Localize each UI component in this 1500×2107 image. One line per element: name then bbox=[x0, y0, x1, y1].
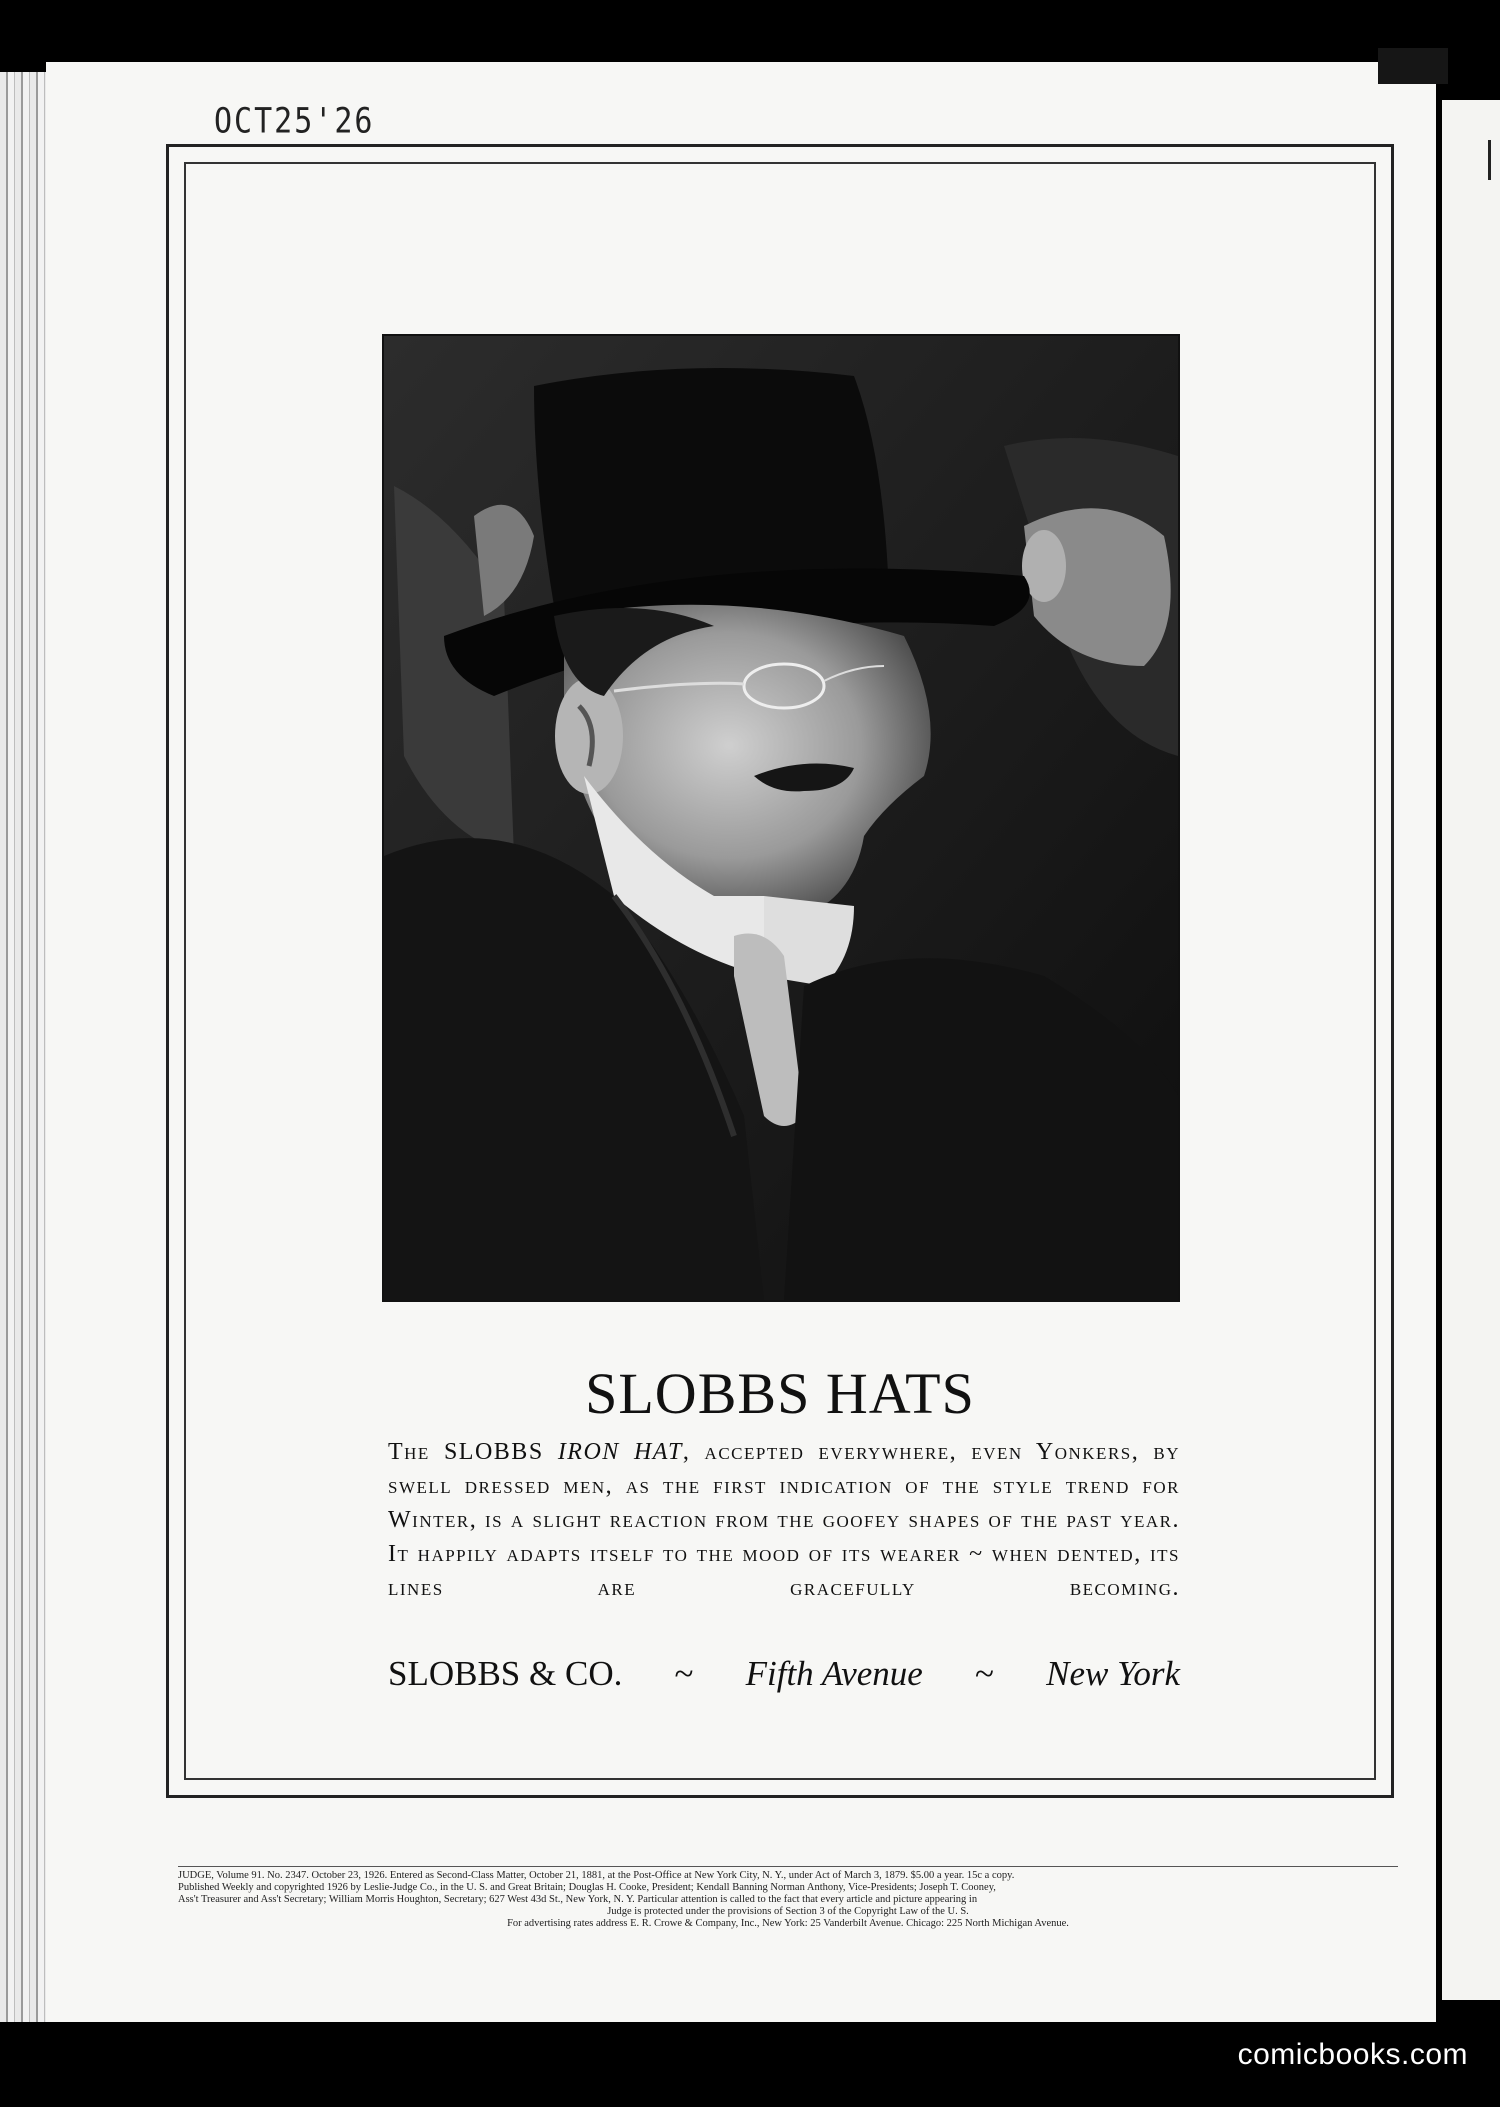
ad-signature bbox=[388, 1654, 1180, 1694]
date-stamp: OCT25'26 bbox=[214, 101, 375, 142]
portrait-illustration bbox=[384, 336, 1178, 1300]
masthead-line: Judge is protected under the provisions of Section 3 of the Copyright Law of the U. S. bbox=[607, 1906, 969, 1917]
signature-city: New York bbox=[1046, 1654, 1180, 1693]
signature-separator-1: ~ bbox=[674, 1654, 694, 1693]
ad-body-lead: The SLOBBS bbox=[388, 1439, 558, 1465]
publication-masthead bbox=[178, 1866, 1398, 1930]
ad-body-product-name: IRON HAT bbox=[557, 1439, 683, 1465]
masthead-line: JUDGE, Volume 91. No. 2347. October 23, 1926. Entered as Second-Class Matter, October 21, 1881, at the Post-Office at New York City, N. Y., under Act of March 3, 1879. $5.00 a year. 15c a copy. bbox=[178, 1870, 1015, 1881]
masthead-line: Published Weekly and copyrighted 1926 by Leslie-Judge Co., in the U. S. and Great Britain; Douglas H. Cooke, President; Kendall Banning Norman Anthony, Vice-Presidents; Joseph T. Cooney, bbox=[178, 1882, 996, 1893]
masthead-line: For advertising rates address E. R. Crowe & Company, Inc., New York: 25 Vanderbilt Avenue. Chicago: 225 North Michigan Avenue. bbox=[507, 1918, 1069, 1929]
signature-street: Fifth Avenue bbox=[745, 1654, 923, 1693]
ad-headline: SLOBBS HATS bbox=[585, 1361, 975, 1426]
masthead-line: Ass't Treasurer and Ass't Secretary; William Morris Houghton, Secretary; 627 West 43d St., New York, N. Y. Particular attention is called to the fact that every article and picture appearing in bbox=[178, 1894, 978, 1905]
ad-body-rest: , accepted everywhere, even Yonkers, by swell dressed men, as the first indication of the style trend for Winter, is a slight reaction from the goofey shapes of the past year. It happily adapts itself to the mood of its wearer ~ when dented, its lines are gracefully becoming. bbox=[388, 1439, 1180, 1601]
signature-company: SLOBBS & CO. bbox=[388, 1654, 623, 1693]
next-page-edge bbox=[1442, 100, 1500, 2000]
next-page-mark bbox=[1488, 140, 1500, 180]
signature-separator-2: ~ bbox=[975, 1654, 994, 1693]
binding-block bbox=[1378, 48, 1448, 84]
portrait-photo bbox=[382, 334, 1180, 1302]
site-watermark: comicbooks.com bbox=[1237, 2038, 1468, 2071]
ad-body-copy bbox=[388, 1435, 1180, 1605]
